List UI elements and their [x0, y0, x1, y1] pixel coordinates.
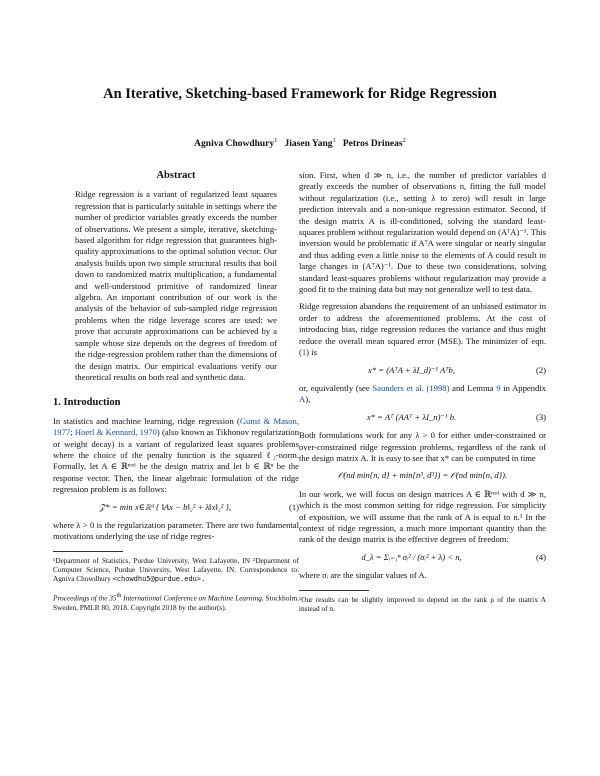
abstract-heading: Abstract [156, 170, 196, 181]
equation-number: (1) [288, 501, 299, 512]
email-address[interactable]: <chowdhu5@purdue.edu>. [112, 575, 206, 584]
section-heading: 1. Introduction [53, 397, 121, 409]
citation-link[interactable]: Gunst & Mason, 1977 [53, 415, 299, 438]
lemma-ref-link[interactable]: 9 [496, 382, 501, 393]
equation-number: (2) [535, 364, 546, 375]
equation-body: 𝒪(nd min{n, d} + min{n³, d³}) = 𝒪(nd min{n, d}). [337, 470, 508, 481]
paper-title: An Iterative, Sketching-based Framework for Ridge Regression [103, 86, 497, 102]
equation-ref-link[interactable]: 1 [301, 347, 307, 358]
body-paragraph: where σᵢ are the singular values of A. [299, 570, 427, 581]
body-paragraph: or, equivalently (see Saunders et al. (1998) and Lemma 9 in Appendix A), [299, 382, 546, 405]
proceedings-note: Proceedings of the 35th International Conference on Machine Learning, Stockholm, Sweden, PMLR 80, 2018. Copyright 2018 by the author(s). [53, 593, 300, 613]
equation-number: (3) [535, 411, 546, 422]
right-column [299, 170, 546, 613]
equation-2 [299, 365, 546, 376]
author-affiliation: 1 [274, 137, 278, 144]
author-affiliation: 2 [402, 137, 406, 144]
author-name: Petros Drineas [342, 139, 403, 150]
equation-1 [53, 502, 299, 513]
intro-paragraph: In statistics and machine learning, ridge regression (Gunst & Mason, 1977; Hoerl & Kennard, 1970) (also known as Tikhonov regularization or weight decay) is a variant of regularized least squares problems where the choice of the penalty function is the squared ℓ₂-norm. Formally, let A ∈ ℝⁿˣᵈ be the design matrix and let b ∈ ℝⁿ be the response vector. Then, the linear algebraic formulation of the ridge regression problem is as follows: [53, 415, 299, 495]
author-name: Jiasen Yang [284, 139, 333, 150]
equation-body: d_λ = Σᵢ₌₁ⁿ σᵢ² / (σᵢ² + λ) < n, [361, 551, 462, 562]
body-paragraph: Both formulations work for any λ > 0 for either under-constrained or over-constrained ridge regression problems, regardless of the rank of the design matrix A. It is easy to see that x* can be computed in time [299, 430, 546, 463]
author-list [0, 137, 600, 149]
equation-body: x* = (AᵀA + λI_d)⁻¹ Aᵀb, [368, 364, 455, 375]
author-name: Agniva Chowdhury [194, 139, 275, 150]
body-paragraph: In our work, we will focus on design matrices A ∈ ℝⁿˣᵈ with d ≫ n, which is the most common setting for ridge regression. For simplicity of exposition, we will assume that the rank of A is equal to n.¹ In the context of ridge regression, a much more important quantity than the rank of the design matrix is the effective degrees of freedom: [299, 488, 546, 545]
footnote: ¹Our results can be slightly improved to depend on the rank ρ of the matrix A instead of n. [299, 594, 546, 613]
equation-body: 𝒵* = min x∈ℝᵈ { ‖Ax − b‖₂² + λ‖x‖₂² }, [98, 501, 232, 512]
abstract-text: Ridge regression is a variant of regularized least squares regression that is particularly suitable in settings where the number of predictor variables greatly exceeds the number of observations. We present a simple, iterative, sketching-based algorithm for ridge regression that guarantees high-quality approximations to the optimal solution vector. Our analysis builds upon two simple structural results that boil down to randomized matrix multiplication, a fundamental and well-understood primitive of randomized linear algebra. An important contribution of our work is the analysis of the behavior of sub-sampled ridge regression problems when the ridge leverage scores are used: we prove that accurate approximations can be achieved by a sample whose size depends on the degrees of freedom of the ridge-regression problem rather than the dimensions of the design matrix. Our empirical evaluations verify our theoretical results on both real and synthetic data. [75, 189, 277, 382]
author-affiliation: 1 [332, 137, 336, 144]
appendix-ref-link[interactable]: A [299, 394, 306, 405]
citation-link[interactable]: Hoerl & Kennard, 1970 [74, 427, 157, 438]
footnote-divider [299, 590, 369, 591]
citation-link[interactable]: Saunders et al. (1998) [372, 382, 450, 393]
left-column [53, 170, 299, 612]
equation-number: (4) [535, 551, 546, 562]
intro-paragraph: where λ > 0 is the regularization parameter. There are two fundamental motivations underlying the use of ridge regres- [53, 519, 299, 542]
affiliation-footnote: ¹Department of Statistics, Purdue University, West Lafayette, IN ²Department of Computer Science, Purdue University, West Lafayette, IN. Correspondence to: Agniva Chowdhury <chowdhu5@purdue.edu>. [53, 555, 299, 584]
equation-3 [299, 412, 546, 423]
equation-4 [299, 552, 546, 563]
body-paragraph: Ridge regression abandons the requirement of an unbiased estimator in order to address the aforementioned problems. At the cost of introducing bias, ridge regression reduces the variance and thus might reduce the overall mean squared error (MSE). The minimizer of eqn. (1) is [299, 301, 546, 358]
complexity-equation [299, 470, 546, 481]
equation-body: x* = Aᵀ (AAᵀ + λI_n)⁻¹ b. [366, 411, 457, 422]
footnote-divider [53, 551, 123, 552]
body-paragraph: sion. First, when d ≫ n, i.e., the number of predictor variables d greatly exceeds the number of observations n, fitting the full model without regularization (i.e., setting λ to zero) will result in large prediction intervals and a non-unique regression estimator. Second, if the design matrix A is ill-conditioned, solving the standard least-squares problem without regularization would depend on (AᵀA)⁻¹. This inversion would be problematic if AᵀA were singular or nearly singular and thus adding even a little noise to the elements of A could result in large changes in (AᵀA)⁻¹. Due to these two considerations, solving standard least-squares problems without regularization may provide a good fit to the training data but may not generalize well to test data. [299, 170, 546, 295]
